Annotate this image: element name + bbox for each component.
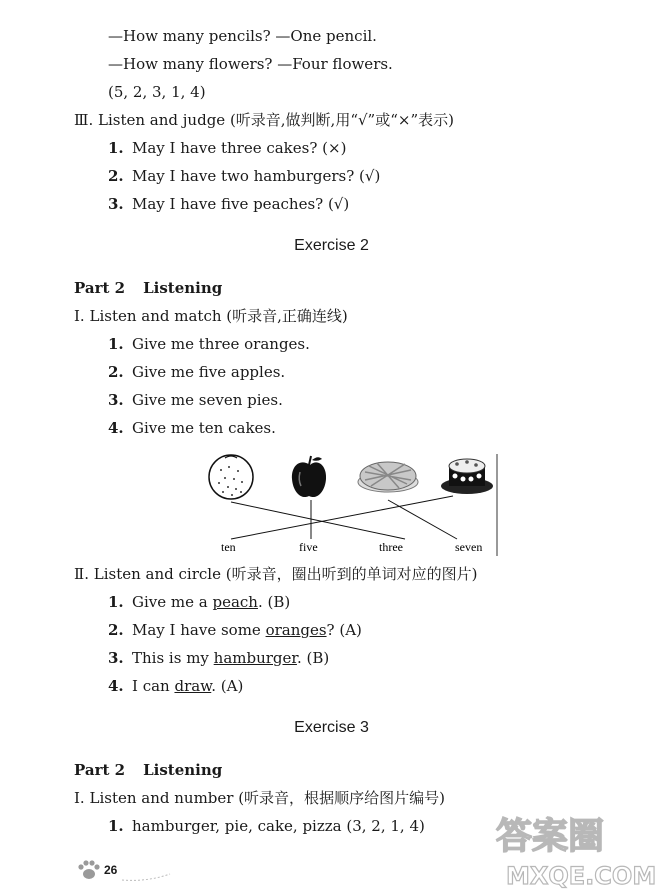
list-item [108,194,349,214]
item-number: 3. [108,391,124,409]
item-text: Give me five apples. [132,363,286,381]
label-three: three [379,540,403,554]
label-five: five [299,540,318,554]
paw-icon [76,858,102,882]
section-numeral: Ⅲ. [74,111,94,129]
part-heading [74,278,240,298]
exercise-title: Exercise 3 [294,719,369,736]
part-label: Part 2 [74,761,126,779]
item-number: 4. [108,419,124,437]
underlined-word: peach [212,593,258,611]
item-number: 3. [108,649,124,667]
item-text-post: . (B) [257,593,291,611]
item-number: 1. [108,817,124,835]
list-item [108,592,290,612]
answer-order: (5, 2, 3, 1, 4) [108,83,206,101]
list-item [108,334,310,354]
item-text-post: ? (A) [326,621,362,639]
item-text: May I have two hamburgers? (√) [132,167,381,185]
item-number: 1. [108,335,124,353]
item-text-pre: Give me a [132,593,213,611]
item-text: Give me seven pies. [132,391,283,409]
item-number: 2. [108,621,124,639]
item-text-pre: This is my [132,649,214,667]
item-text: Give me three oranges. [132,335,310,353]
item-number: 2. [108,363,124,381]
section-title: Listen and judge (听录音,做判断,用“√”或“×”表示) [98,111,454,129]
match-line-pie [388,500,457,539]
part-label: Part 2 [74,279,126,297]
item-text: Give me ten cakes. [132,419,276,437]
section-heading [74,306,348,326]
orange-icon [209,455,253,499]
item-text-post: . (B) [296,649,330,667]
section-title: Listen and number (听录音，根据顺序给图片编号) [89,789,445,807]
list-item [108,138,346,158]
section-heading [74,564,477,584]
section-numeral: Ⅰ. [74,307,85,325]
part-name: Listening [143,279,223,297]
list-item [108,362,285,382]
list-item [108,676,243,696]
item-text-pre: I can [132,677,175,695]
apple-icon [292,456,326,497]
item-number: 1. [108,593,124,611]
list-item [108,816,425,836]
section-numeral: Ⅱ. [74,565,89,583]
matching-picture [205,452,505,560]
page-number: 26 [104,863,118,877]
cake-icon [441,459,493,494]
section-title: Listen and match (听录音,正确连线) [89,307,348,325]
label-seven: seven [455,540,483,554]
underlined-word: oranges [265,621,327,639]
part-heading [74,760,240,780]
section-heading [74,110,454,130]
underlined-word: draw [174,677,212,695]
part-name: Listening [143,761,223,779]
list-item [108,620,362,640]
match-lines [231,496,457,539]
section-heading [74,788,445,808]
list-item [108,648,329,668]
label-ten: ten [221,540,236,554]
item-text: May I have three cakes? (×) [132,139,347,157]
dialogue-line-2: —How many flowers? —Four flowers. [108,55,393,73]
watermark-text-cn: 答案圈 [496,816,605,857]
dialogue-line-1: —How many pencils? —One pencil. [108,27,377,45]
item-number: 3. [108,195,124,213]
item-number: 4. [108,677,124,695]
list-item [108,390,283,410]
exercise-title: Exercise 2 [294,237,369,254]
list-item [108,418,276,438]
item-number: 1. [108,139,124,157]
section-numeral: Ⅰ. [74,789,85,807]
watermark-text-url: MXQE.COM [506,862,657,890]
watermark-logo [492,806,660,890]
footer-dotted-line [122,872,172,882]
list-item [108,166,380,186]
item-text: May I have five peaches? (√) [132,195,350,213]
item-text-pre: May I have some [132,621,266,639]
underlined-word: hamburger [213,649,297,667]
section-title: Listen and circle (听录音，圈出听到的单词对应的图片) [93,565,478,583]
item-text: hamburger, pie, cake, pizza (3, 2, 1, 4) [132,817,425,835]
pie-icon [358,462,418,492]
item-text-post: . (A) [211,677,244,695]
item-number: 2. [108,167,124,185]
